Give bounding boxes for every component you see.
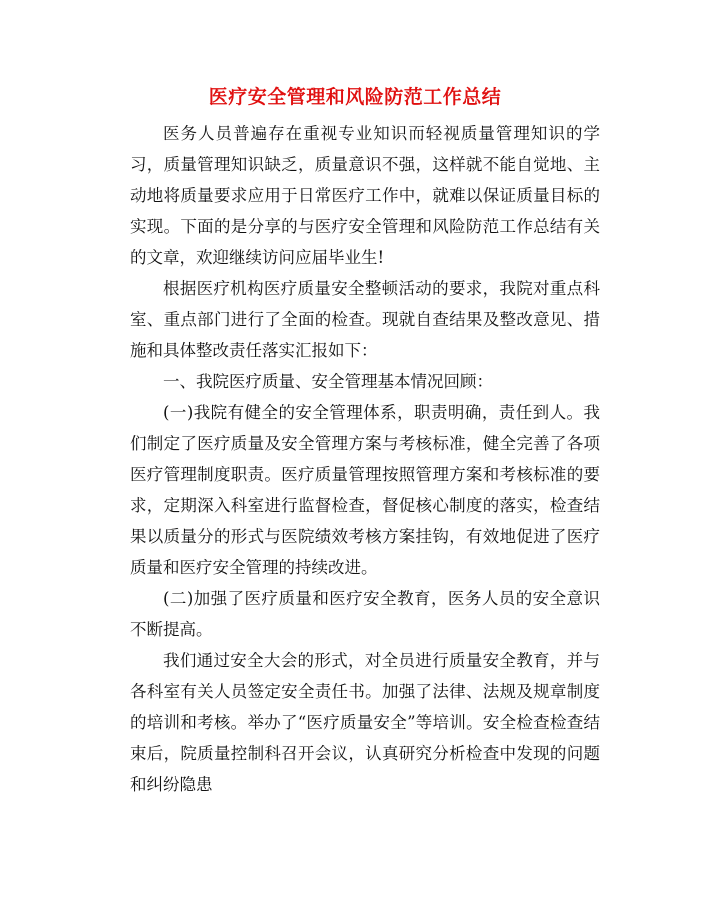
section-heading-review: 一、我院医疗质量、安全管理基本情况回顾： xyxy=(163,372,493,391)
paragraph-management-system: (一)我院有健全的安全管理体系，职责明确，责任到人。我们制定了医疗质量及安全管理方案与考核标准，健全完善了各项医疗管理制度职责。医疗质量管理按照管理方案和考核标准的要求，定期深入科室进行监督检查，督促核心制度的落实，检查结果以质量分的形式与医院绩效考核方案挂钩，有效地促进了医疗质量和医疗安全管理的持续改进。 xyxy=(130,403,600,577)
paragraph-inspection: 根据医疗机构医疗质量安全整顿活动的要求，我院对重点科室、重点部门进行了全面的检查。现就自查结果及整改意见、措施和具体整改责任落实汇报如下： xyxy=(130,279,600,360)
paragraph-safety-education: (二)加强了医疗质量和医疗安全教育，医务人员的安全意识不断提高。 xyxy=(130,589,600,639)
paragraph-intro: 医务人员普遍存在重视专业知识而轻视质量管理知识的学习，质量管理知识缺乏，质量意识不强，这样就不能自觉地、主动地将质量要求应用于日常医疗工作中，就难以保证质量目标的实现。下面的是分享的与医疗安全管理和风险防范工作总结有关的文章，欢迎继续访问应届毕业生! xyxy=(130,124,600,267)
document-title: 医疗安全管理和风险防范工作总结 xyxy=(208,86,502,108)
document-body xyxy=(130,118,600,800)
paragraph-training: 我们通过安全大会的形式，对全员进行质量安全教育，并与各科室有关人员签定安全责任书。加强了法律、法规及规章制度的培训和考核。举办了“医疗质量安全”等培训。安全检查检查结束后，院质量控制科召开会议，认真研究分析检查中发现的问题和纠纷隐患 xyxy=(130,651,600,794)
